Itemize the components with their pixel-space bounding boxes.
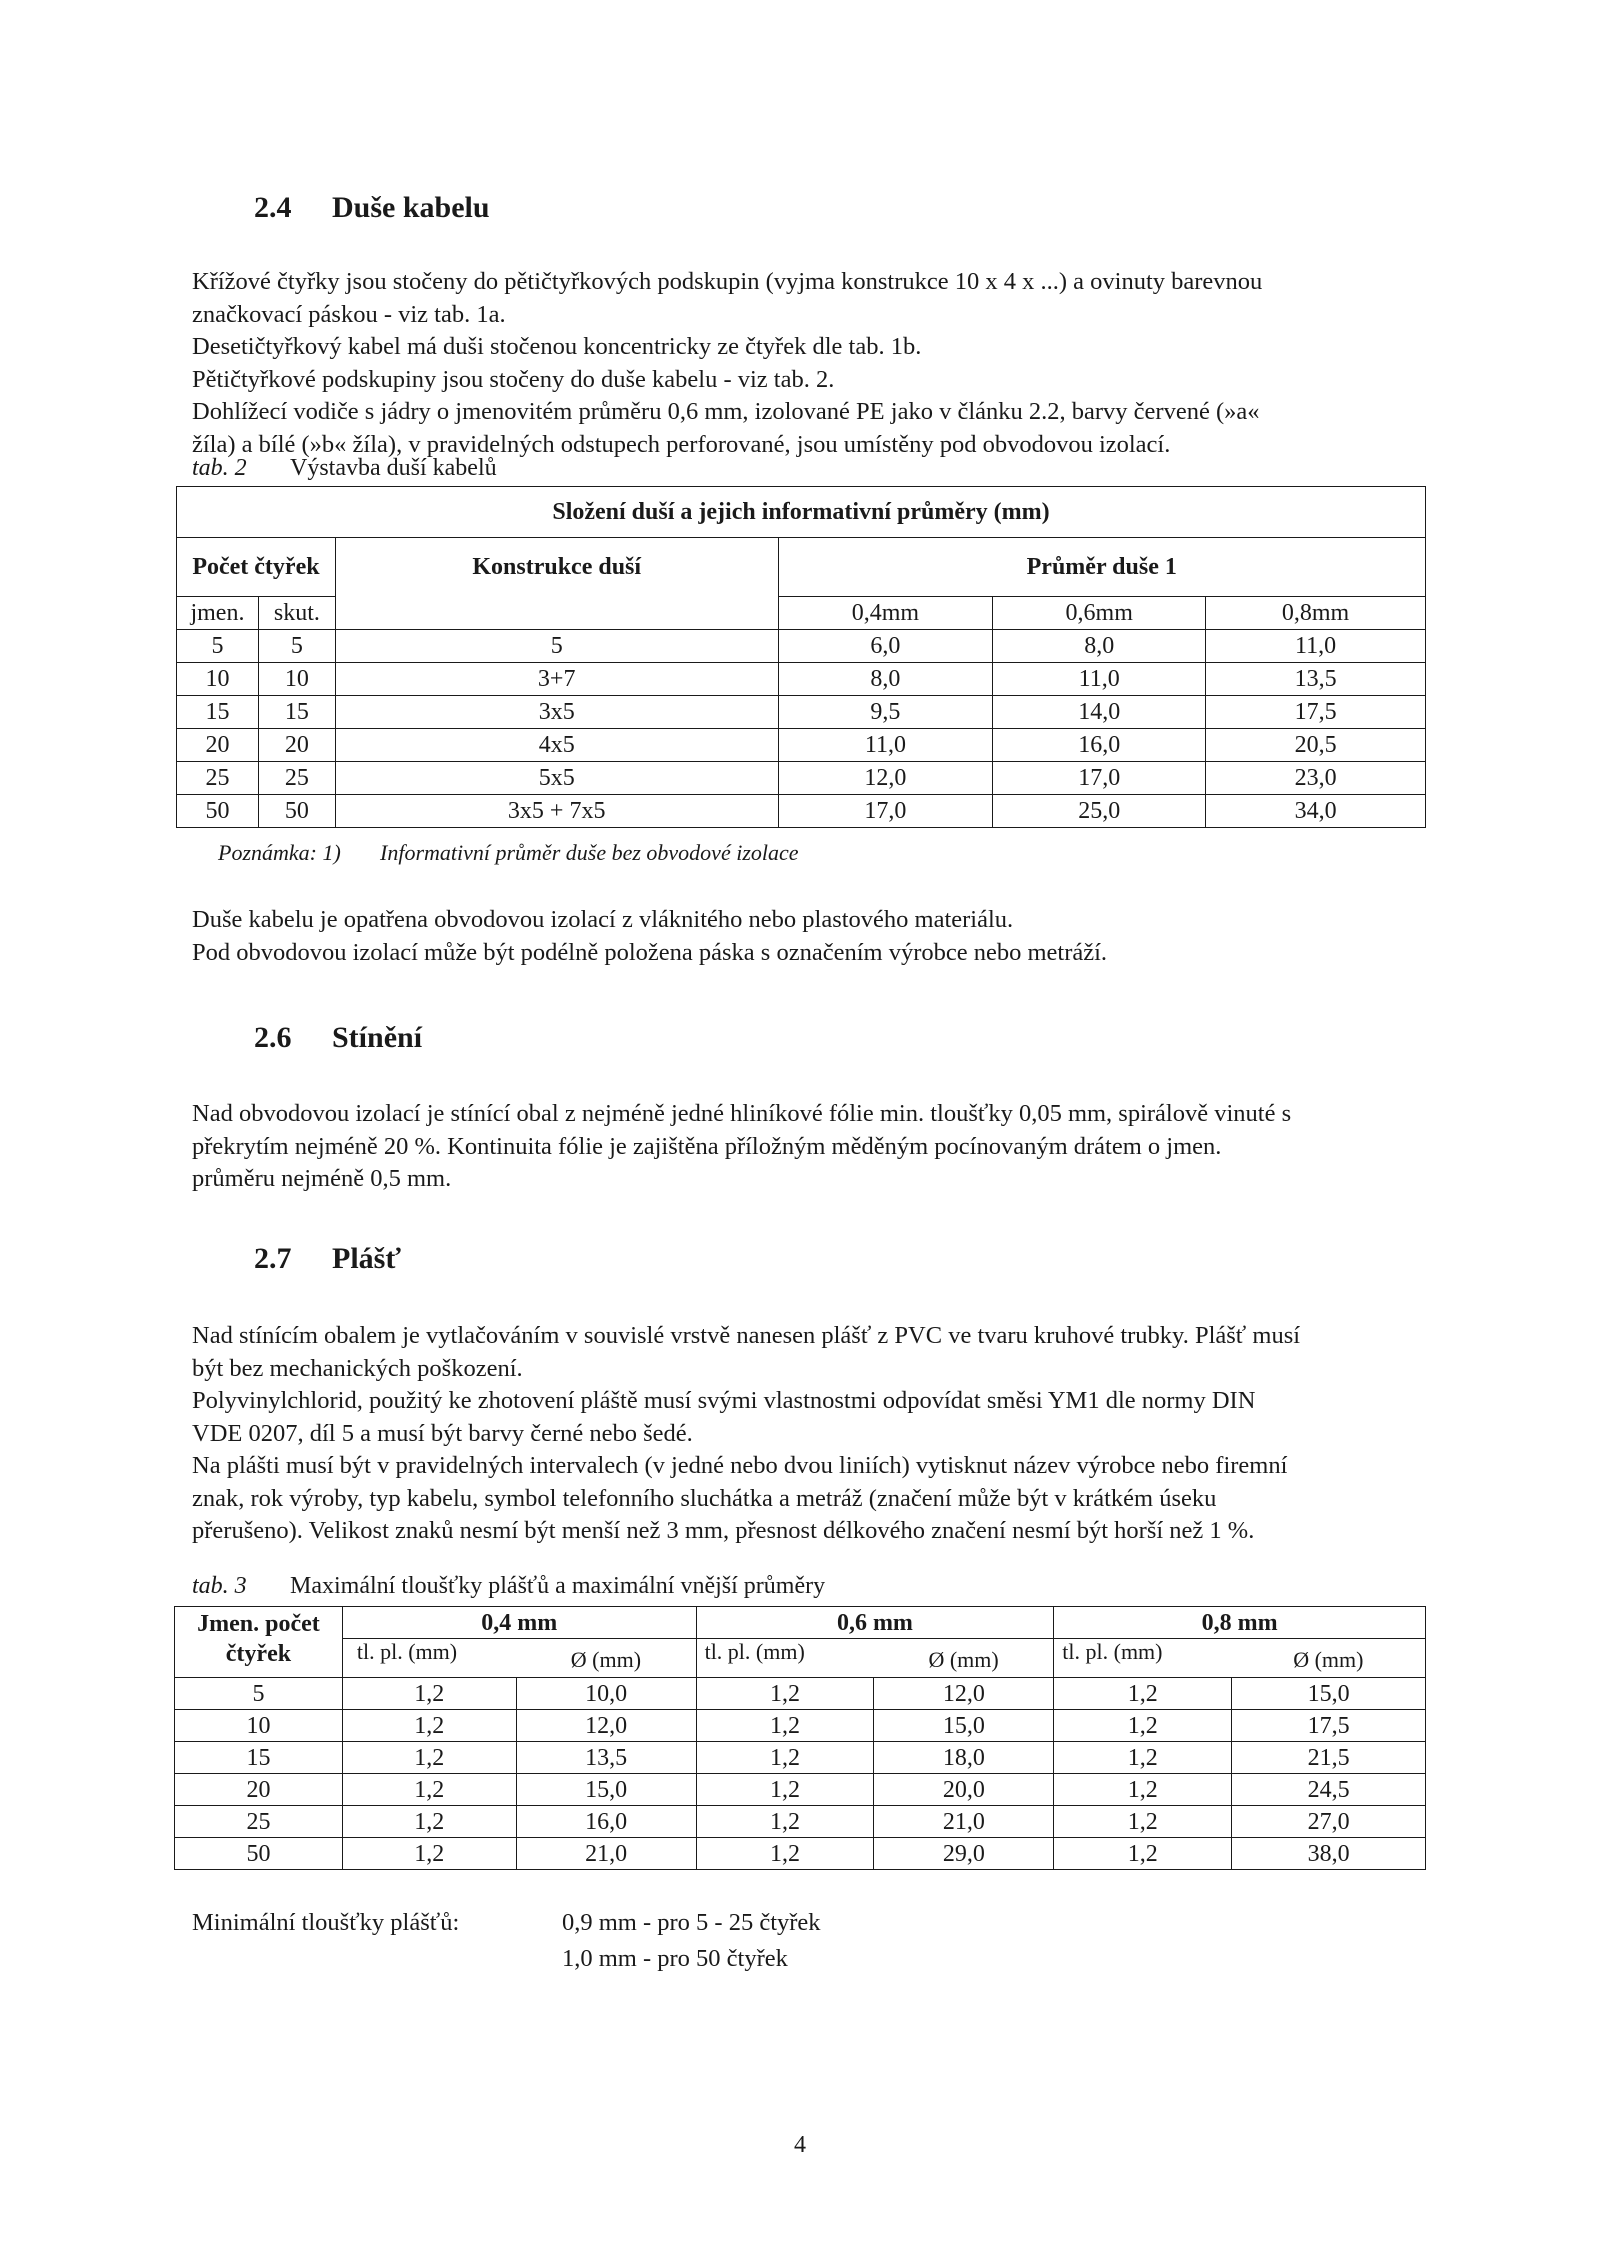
table-cell: 17,0 bbox=[778, 795, 993, 828]
table-cell: 1,2 bbox=[696, 1678, 874, 1710]
table-cell: 1,2 bbox=[1054, 1806, 1232, 1838]
section-title: Duše kabelu bbox=[332, 191, 490, 224]
table-cell: 1,2 bbox=[1054, 1710, 1232, 1742]
table-cell: 15,0 bbox=[874, 1710, 1054, 1742]
table-cell: 50 bbox=[175, 1838, 343, 1870]
section-heading-2-4 bbox=[254, 191, 490, 225]
table-cell: 3x5 bbox=[335, 696, 778, 729]
table-cell: 14,0 bbox=[993, 696, 1206, 729]
section-heading-2-7 bbox=[254, 1242, 401, 1276]
paragraph-line: Nad obvodovou izolací je stínící obal z nejméně jedné hliníkové fólie min. tloušťky 0,05 mm, spirálově vinuté s bbox=[192, 1100, 1292, 1127]
table-cell: 5 bbox=[335, 630, 778, 663]
table-cell: 3x5 + 7x5 bbox=[335, 795, 778, 828]
header-nominal: jmen. bbox=[177, 597, 259, 630]
header-outer-diameter: Ø (mm) bbox=[1232, 1639, 1426, 1678]
table-row bbox=[177, 762, 1426, 795]
section-2-4-body bbox=[192, 266, 1432, 461]
section-2-7-body bbox=[192, 1320, 1432, 1548]
table-cell: 25 bbox=[175, 1806, 343, 1838]
paragraph-line: znak, rok výroby, typ kabelu, symbol telefonního sluchátka a metráž (značení může být v krátkém úseku bbox=[192, 1484, 1217, 1512]
paragraph-line: překrytím nejméně 20 %. Kontinuita fólie je zajištěna příložným měděným pocínovaným drátem o jmen. bbox=[192, 1132, 1222, 1160]
table-cell: 24,5 bbox=[1232, 1774, 1426, 1806]
table-2-caption bbox=[192, 455, 497, 482]
table-caption-text: Maximální tloušťky plášťů a maximální vnější průměry bbox=[290, 1573, 826, 1599]
table-cell: 15,0 bbox=[1232, 1678, 1426, 1710]
table-cell: 11,0 bbox=[1206, 630, 1426, 663]
table-cell: 8,0 bbox=[778, 663, 993, 696]
header-group-06: 0,6 mm bbox=[696, 1607, 1054, 1639]
table-cell: 11,0 bbox=[778, 729, 993, 762]
table-cell: 25,0 bbox=[993, 795, 1206, 828]
table-label: tab. 2 bbox=[192, 455, 247, 481]
table-cell: 10,0 bbox=[516, 1678, 696, 1710]
section-title: Plášť bbox=[332, 1242, 401, 1275]
paragraph-line: Dohlížecí vodiče s jádry o jmenovitém průměru 0,6 mm, izolované PE jako v článku 2.2, barvy červené (»a« bbox=[192, 398, 1260, 425]
table-cell: 1,2 bbox=[696, 1838, 874, 1870]
header-thickness: tl. pl. (mm) bbox=[342, 1639, 516, 1678]
table-row bbox=[175, 1742, 1426, 1774]
table-cell: 1,2 bbox=[696, 1774, 874, 1806]
table-cell: 29,0 bbox=[874, 1838, 1054, 1870]
table-cell: 8,0 bbox=[993, 630, 1206, 663]
table-cell: 4x5 bbox=[335, 729, 778, 762]
table-cell: 12,0 bbox=[874, 1678, 1054, 1710]
table-row bbox=[177, 663, 1426, 696]
paragraph-line: průměru nejméně 0,5 mm. bbox=[192, 1165, 452, 1192]
header-count: Počet čtyřek bbox=[177, 538, 336, 597]
table-cell: 1,2 bbox=[1054, 1774, 1232, 1806]
table-cell: 21,0 bbox=[874, 1806, 1054, 1838]
table-cell: 1,2 bbox=[1054, 1678, 1232, 1710]
table-cell: 3+7 bbox=[335, 663, 778, 696]
table-cell: 15 bbox=[258, 696, 335, 729]
table-cell: 15 bbox=[175, 1742, 343, 1774]
table-cell: 5 bbox=[175, 1678, 343, 1710]
min-thickness-line: 1,0 mm - pro 50 čtyřek bbox=[562, 1945, 788, 1972]
header-diameter-08: 0,8mm bbox=[1206, 597, 1426, 630]
table-cell: 20 bbox=[258, 729, 335, 762]
table-cell: 9,5 bbox=[778, 696, 993, 729]
table-cell: 1,2 bbox=[696, 1806, 874, 1838]
table-cell: 13,5 bbox=[1206, 663, 1426, 696]
table-2 bbox=[176, 486, 1426, 828]
table-cell: 50 bbox=[258, 795, 335, 828]
section-number: 2.7 bbox=[254, 1242, 292, 1275]
table-cell: 23,0 bbox=[1206, 762, 1426, 795]
table-cell: 10 bbox=[175, 1710, 343, 1742]
paragraph-line: Nad stínícím obalem je vytlačováním v souvislé vrstvě nanesen plášť z PVC ve tvaru kruhové trubky. Plášť musí bbox=[192, 1322, 1301, 1349]
paragraph-line: značkovací páskou - viz tab. 1a. bbox=[192, 300, 506, 328]
section-2-4-after bbox=[192, 904, 1432, 969]
header-thickness: tl. pl. (mm) bbox=[696, 1639, 874, 1678]
table-2-note bbox=[218, 840, 799, 866]
table-cell: 10 bbox=[258, 663, 335, 696]
paragraph-line: Pětičtyřkové podskupiny jsou stočeny do duše kabelu - viz tab. 2. bbox=[192, 365, 835, 393]
table-3-caption bbox=[192, 1573, 825, 1600]
paragraph-line: Polyvinylchlorid, použitý ke zhotovení pláště musí svými vlastnostmi odpovídat směsi YM1 dle normy DIN bbox=[192, 1387, 1256, 1414]
table-row bbox=[175, 1774, 1426, 1806]
table-cell: 16,0 bbox=[516, 1806, 696, 1838]
table-cell: 1,2 bbox=[696, 1710, 874, 1742]
table-cell: 12,0 bbox=[778, 762, 993, 795]
table-cell: 17,5 bbox=[1232, 1710, 1426, 1742]
table-caption-text: Výstavba duší kabelů bbox=[290, 455, 497, 481]
paragraph-line: VDE 0207, díl 5 a musí být barvy černé nebo šedé. bbox=[192, 1419, 693, 1447]
paragraph-line: žíla) a bílé (»b« žíla), v pravidelných odstupech perforované, jsou umístěny pod obvodovou izolací. bbox=[192, 430, 1171, 458]
table-row bbox=[177, 729, 1426, 762]
table-cell: 15 bbox=[177, 696, 259, 729]
section-title: Stínění bbox=[332, 1021, 423, 1054]
table-cell: 15,0 bbox=[516, 1774, 696, 1806]
table-cell: 13,5 bbox=[516, 1742, 696, 1774]
table-row bbox=[177, 795, 1426, 828]
table-cell: 27,0 bbox=[1232, 1806, 1426, 1838]
section-number: 2.6 bbox=[254, 1021, 292, 1054]
note-text: Informativní průměr duše bez obvodové izolace bbox=[380, 840, 799, 865]
table-cell: 25 bbox=[177, 762, 259, 795]
table-cell: 21,0 bbox=[516, 1838, 696, 1870]
table-cell: 1,2 bbox=[342, 1710, 516, 1742]
table-cell: 5 bbox=[258, 630, 335, 663]
table-cell: 1,2 bbox=[342, 1742, 516, 1774]
min-thickness-line: 0,9 mm - pro 5 - 25 čtyřek bbox=[562, 1909, 821, 1936]
table-row bbox=[175, 1806, 1426, 1838]
table-cell: 17,5 bbox=[1206, 696, 1426, 729]
table-cell: 6,0 bbox=[778, 630, 993, 663]
table-cell: 20 bbox=[175, 1774, 343, 1806]
header-construction: Konstrukce duší bbox=[335, 538, 778, 630]
table-cell: 1,2 bbox=[342, 1678, 516, 1710]
header-diameter-06: 0,6mm bbox=[993, 597, 1206, 630]
table-cell: 1,2 bbox=[1054, 1742, 1232, 1774]
table-cell: 1,2 bbox=[342, 1806, 516, 1838]
paragraph-line: přerušeno). Velikost znaků nesmí být menší než 3 mm, přesnost délkového značení nesmí být horší než 1 %. bbox=[192, 1517, 1255, 1544]
header-diameter-04: 0,4mm bbox=[778, 597, 993, 630]
table-cell: 5x5 bbox=[335, 762, 778, 795]
table-cell: 1,2 bbox=[342, 1838, 516, 1870]
table-cell: 16,0 bbox=[993, 729, 1206, 762]
page-number: 4 bbox=[794, 2132, 806, 2158]
table-cell: 50 bbox=[177, 795, 259, 828]
table-title: Složení duší a jejich informativní průměry (mm) bbox=[177, 487, 1426, 538]
table-row bbox=[175, 1678, 1426, 1710]
header-group-04: 0,4 mm bbox=[342, 1607, 696, 1639]
paragraph-line: Duše kabelu je opatřena obvodovou izolací z vláknitého nebo plastového materiálu. bbox=[192, 906, 1014, 933]
table-cell: 18,0 bbox=[874, 1742, 1054, 1774]
table-cell: 20,0 bbox=[874, 1774, 1054, 1806]
table-cell: 11,0 bbox=[993, 663, 1206, 696]
paragraph-line: Pod obvodovou izolací může být podélně položena páska s označením výrobce nebo metráží. bbox=[192, 938, 1108, 966]
paragraph-line: Křížové čtyřky jsou stočeny do pětičtyřkových podskupin (vyjma konstrukce 10 x 4 x ...) a ovinuty barevnou bbox=[192, 268, 1263, 295]
header-outer-diameter: Ø (mm) bbox=[516, 1639, 696, 1678]
table-cell: 1,2 bbox=[1054, 1838, 1232, 1870]
table-cell: 10 bbox=[177, 663, 259, 696]
table-cell: 20 bbox=[177, 729, 259, 762]
table-cell: 20,5 bbox=[1206, 729, 1426, 762]
table-label: tab. 3 bbox=[192, 1573, 247, 1599]
header-count: Jmen. počet čtyřek bbox=[175, 1607, 343, 1678]
header-thickness: tl. pl. (mm) bbox=[1054, 1639, 1232, 1678]
header-diameter: Průměr duše 1 bbox=[778, 538, 1426, 597]
table-cell: 25 bbox=[258, 762, 335, 795]
paragraph-line: být bez mechanických poškození. bbox=[192, 1354, 523, 1382]
header-outer-diameter: Ø (mm) bbox=[874, 1639, 1054, 1678]
table-cell: 17,0 bbox=[993, 762, 1206, 795]
table-cell: 38,0 bbox=[1232, 1838, 1426, 1870]
table-3 bbox=[174, 1606, 1426, 1870]
paragraph-line: Desetičtyřkový kabel má duši stočenou koncentricky ze čtyřek dle tab. 1b. bbox=[192, 333, 922, 360]
table-cell: 34,0 bbox=[1206, 795, 1426, 828]
header-group-08: 0,8 mm bbox=[1054, 1607, 1426, 1639]
note-label: Poznámka: 1) bbox=[218, 840, 341, 865]
section-heading-2-6 bbox=[254, 1021, 422, 1055]
table-row bbox=[175, 1838, 1426, 1870]
table-cell: 21,5 bbox=[1232, 1742, 1426, 1774]
header-actual: skut. bbox=[258, 597, 335, 630]
table-row bbox=[177, 696, 1426, 729]
paragraph-line: Na plášti musí být v pravidelných intervalech (v jedné nebo dvou liniích) vytisknut název výrobce nebo firemní bbox=[192, 1452, 1288, 1479]
section-2-6-body bbox=[192, 1098, 1432, 1196]
table-row bbox=[175, 1710, 1426, 1742]
min-thickness-label: Minimální tloušťky plášťů: bbox=[192, 1909, 460, 1936]
table-cell: 12,0 bbox=[516, 1710, 696, 1742]
table-cell: 1,2 bbox=[696, 1742, 874, 1774]
table-cell: 5 bbox=[177, 630, 259, 663]
section-number: 2.4 bbox=[254, 191, 292, 224]
table-row bbox=[177, 630, 1426, 663]
table-cell: 1,2 bbox=[342, 1774, 516, 1806]
